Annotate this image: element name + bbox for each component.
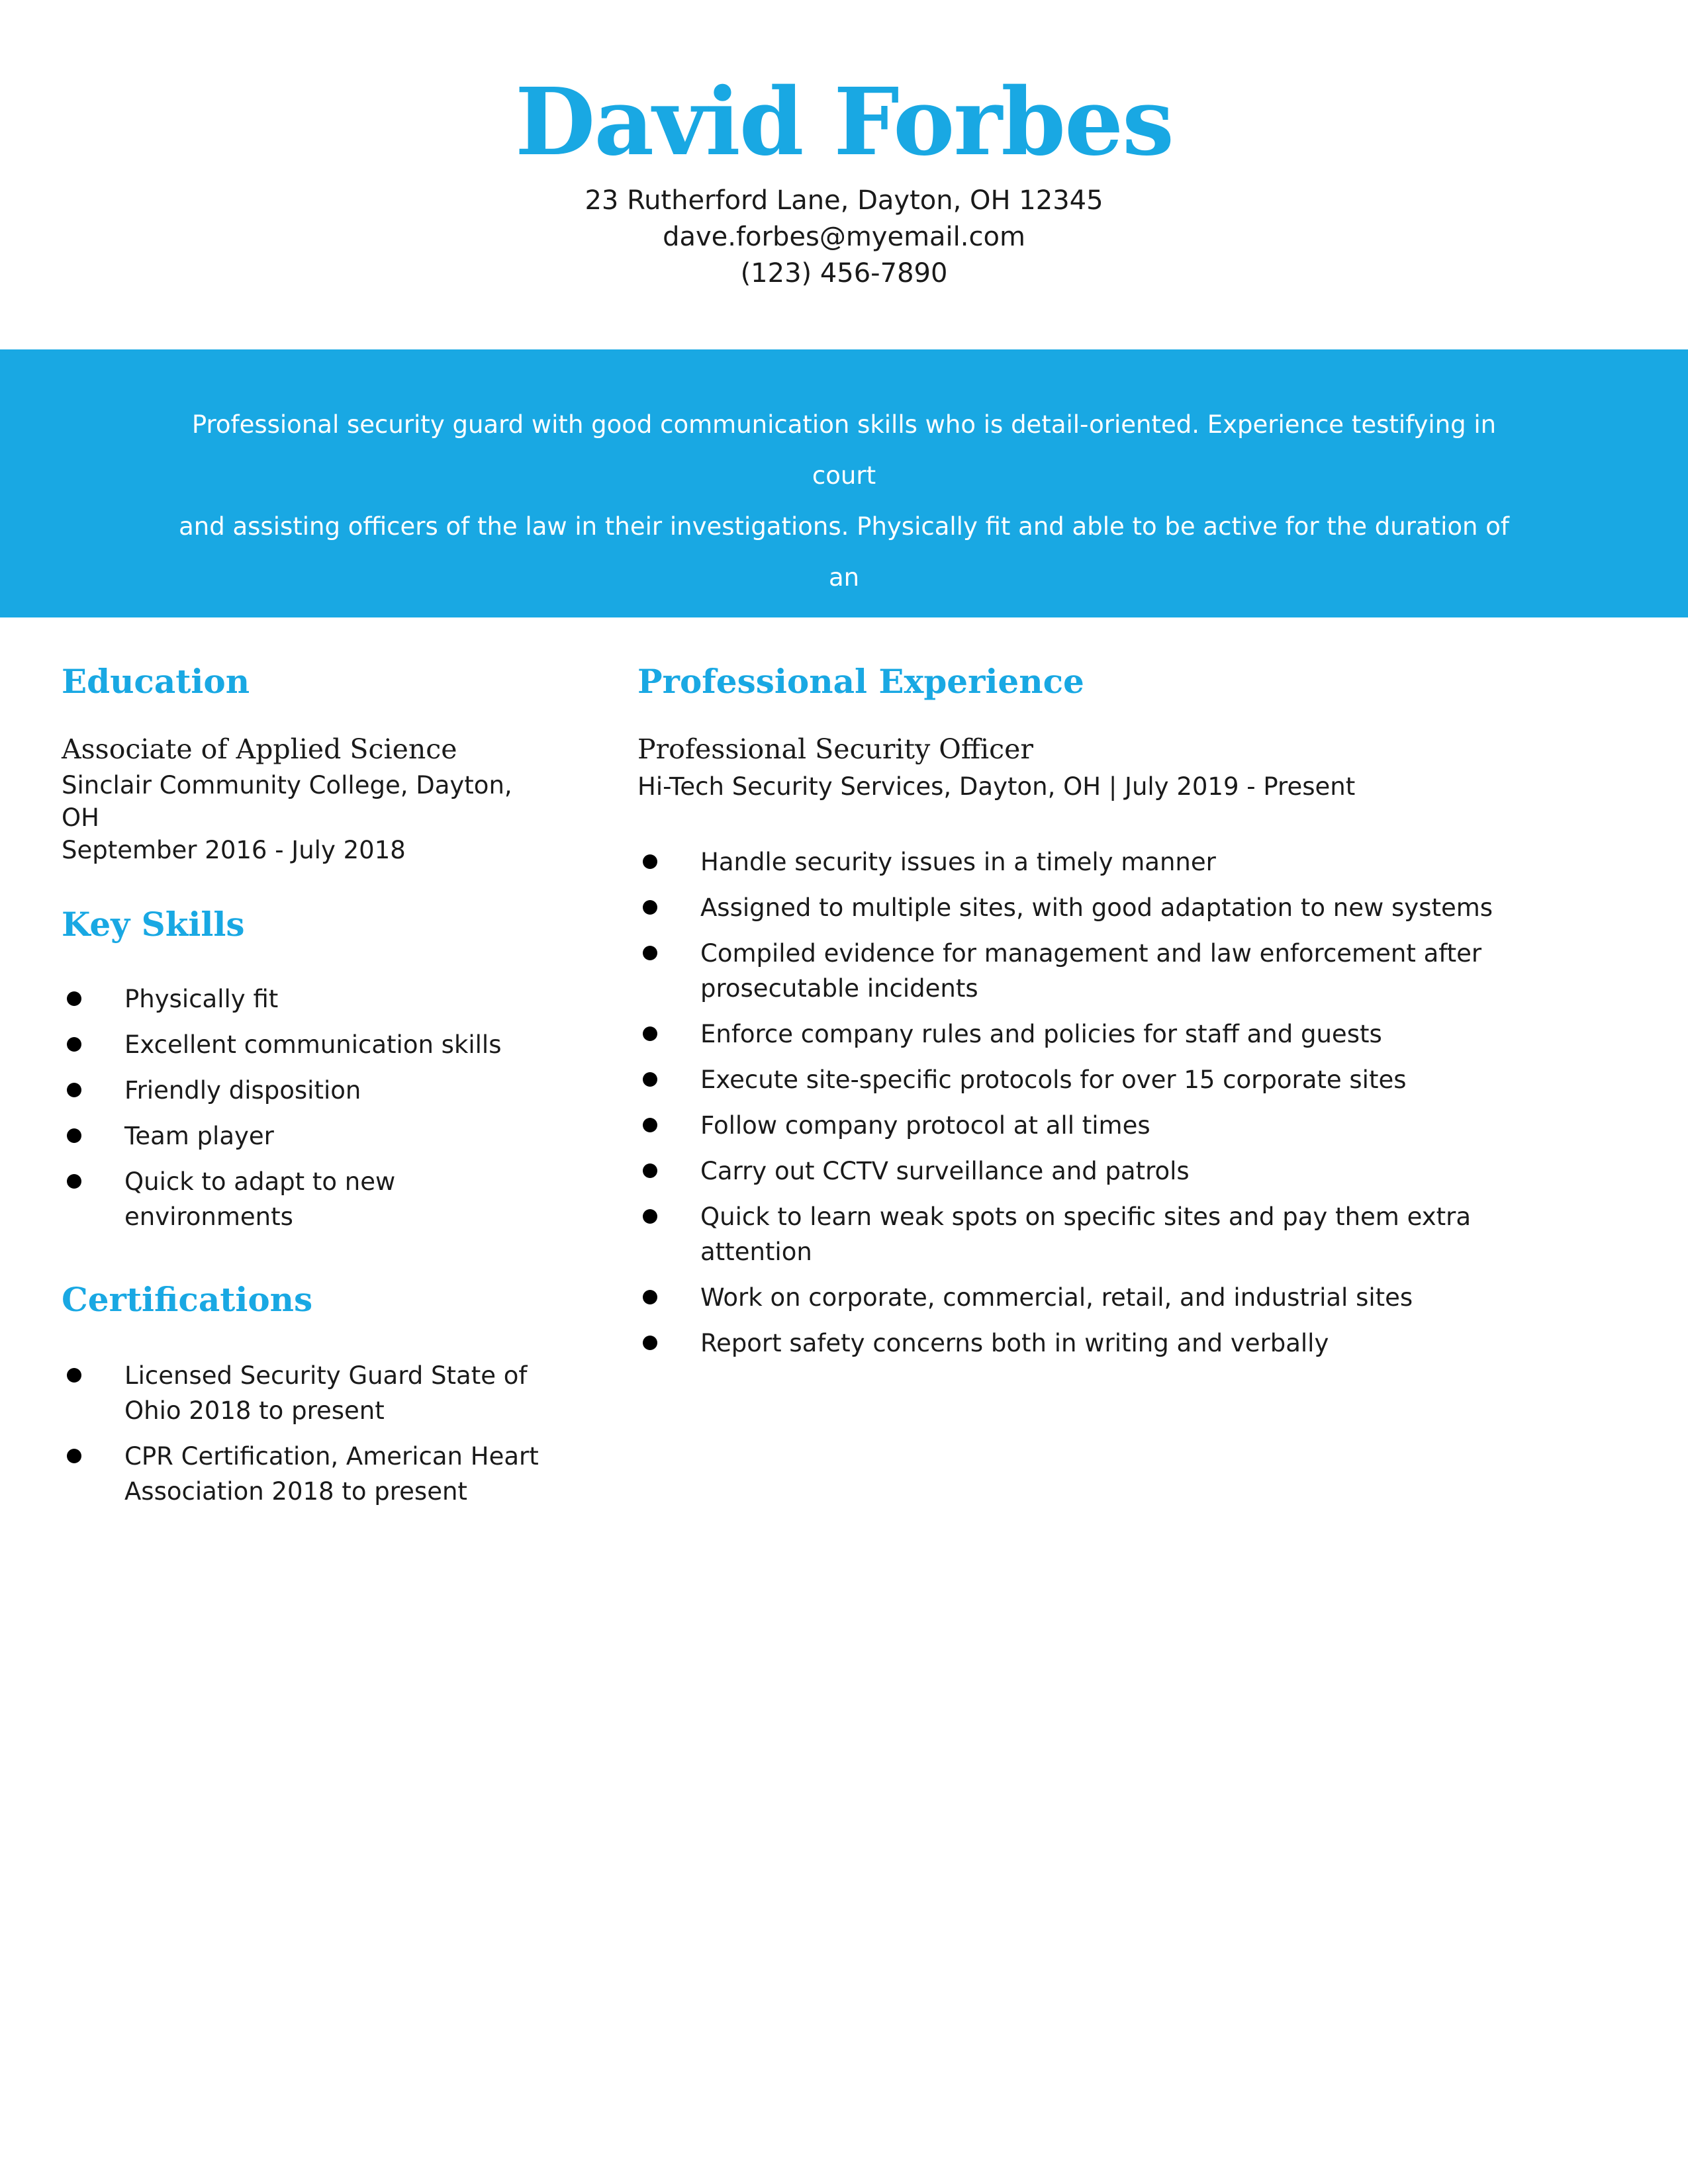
- experience-section: [637, 659, 1511, 1361]
- bullet-icon: [643, 854, 657, 869]
- experience-item-text: Quick to learn weak spots on specific sites and pay them extra attention: [700, 1203, 1472, 1266]
- skill-item: [62, 1164, 551, 1234]
- education-section: [62, 659, 551, 866]
- bullet-icon: [643, 1163, 657, 1178]
- bullet-icon: [643, 1026, 657, 1041]
- experience-item: [637, 1280, 1511, 1315]
- summary-line-1: Professional security guard with good communication skills who is detail-oriented. Experience testifying in court: [191, 410, 1497, 490]
- contact-email: dave.forbes@myemail.com: [663, 222, 1025, 252]
- experience-item-text: Assigned to multiple sites, with good adaptation to new systems: [700, 893, 1493, 922]
- skill-item: [62, 1073, 551, 1108]
- experience-item-text: Follow company protocol at all times: [700, 1111, 1150, 1140]
- skills-heading: Key Skills: [62, 905, 245, 944]
- contact-phone: (123) 456-7890: [740, 258, 948, 289]
- experience-item: [637, 844, 1511, 880]
- left-column: [62, 659, 551, 1520]
- experience-item: [637, 936, 1511, 1006]
- contact-address: 23 Rutherford Lane, Dayton, OH 12345: [585, 185, 1103, 216]
- experience-item: [637, 1154, 1511, 1189]
- experience-item-text: Work on corporate, commercial, retail, and industrial sites: [700, 1283, 1413, 1312]
- education-heading: Education: [62, 662, 250, 701]
- bullet-icon: [643, 1336, 657, 1350]
- certification-item-text: Licensed Security Guard State of Ohio 2018 to present: [124, 1361, 528, 1425]
- skill-item: [62, 981, 551, 1017]
- summary-line-2: and assisting officers of the law in their investigations. Physically fit and able to be active for the duration of an: [179, 512, 1509, 592]
- bullet-icon: [67, 1368, 81, 1383]
- bullet-icon: [67, 1037, 81, 1052]
- certification-item-text: CPR Certification, American Heart Association 2018 to present: [124, 1442, 539, 1506]
- resume-header: [0, 66, 1688, 292]
- summary-line-3: extended shift.: [752, 614, 936, 643]
- bullet-icon: [643, 1290, 657, 1304]
- certification-item: [62, 1439, 551, 1509]
- skill-item: [62, 1118, 551, 1154]
- skills-list: [62, 981, 551, 1234]
- education-dates: September 2016 - July 2018: [62, 836, 406, 864]
- experience-item-text: Compiled evidence for management and law enforcement after prosecutable incidents: [700, 939, 1482, 1003]
- experience-item: [637, 1326, 1511, 1361]
- education-school: Sinclair Community College, Dayton, OH: [62, 771, 512, 832]
- experience-item: [637, 1017, 1511, 1052]
- certifications-list: [62, 1358, 551, 1509]
- summary-band: [0, 349, 1688, 643]
- experience-item-text: Execute site-specific protocols for over 15 corporate sites: [700, 1066, 1407, 1094]
- bullet-icon: [643, 900, 657, 915]
- bullet-icon: [643, 1209, 657, 1224]
- bullet-icon: [643, 1072, 657, 1087]
- candidate-name: David Forbes: [515, 68, 1173, 177]
- experience-heading: Professional Experience: [637, 662, 1084, 701]
- bullet-icon: [67, 1174, 81, 1189]
- experience-item: [637, 1199, 1511, 1269]
- certifications-heading: Certifications: [62, 1280, 313, 1319]
- experience-item: [637, 1108, 1511, 1143]
- skill-item-text: Quick to adapt to new environments: [124, 1167, 396, 1231]
- skill-item-text: Friendly disposition: [124, 1076, 361, 1105]
- experience-item-text: Handle security issues in a timely manner: [700, 848, 1216, 876]
- certifications-section: [62, 1277, 551, 1509]
- skill-item-text: Physically fit: [124, 985, 279, 1013]
- experience-item: [637, 890, 1511, 925]
- experience-item-text: Enforce company rules and policies for staff and guests: [700, 1020, 1382, 1048]
- skill-item-text: Team player: [124, 1122, 274, 1150]
- experience-job-title: Professional Security Officer: [637, 733, 1033, 765]
- bullet-icon: [643, 1118, 657, 1132]
- education-degree: Associate of Applied Science: [62, 733, 457, 765]
- bullet-icon: [67, 1128, 81, 1143]
- bullet-icon: [643, 946, 657, 960]
- bullet-icon: [67, 991, 81, 1006]
- experience-item-text: Carry out CCTV surveillance and patrols: [700, 1157, 1190, 1185]
- bullet-icon: [67, 1449, 81, 1463]
- experience-list: [637, 844, 1511, 1361]
- experience-item-text: Report safety concerns both in writing and verbally: [700, 1329, 1329, 1357]
- skill-item-text: Excellent communication skills: [124, 1030, 502, 1059]
- right-column: [637, 659, 1511, 1371]
- bullet-icon: [67, 1083, 81, 1097]
- experience-company-line: Hi-Tech Security Services, Dayton, OH | July 2019 - Present: [637, 772, 1356, 801]
- experience-item: [637, 1062, 1511, 1097]
- skills-section: [62, 901, 551, 1234]
- certification-item: [62, 1358, 551, 1428]
- skill-item: [62, 1027, 551, 1062]
